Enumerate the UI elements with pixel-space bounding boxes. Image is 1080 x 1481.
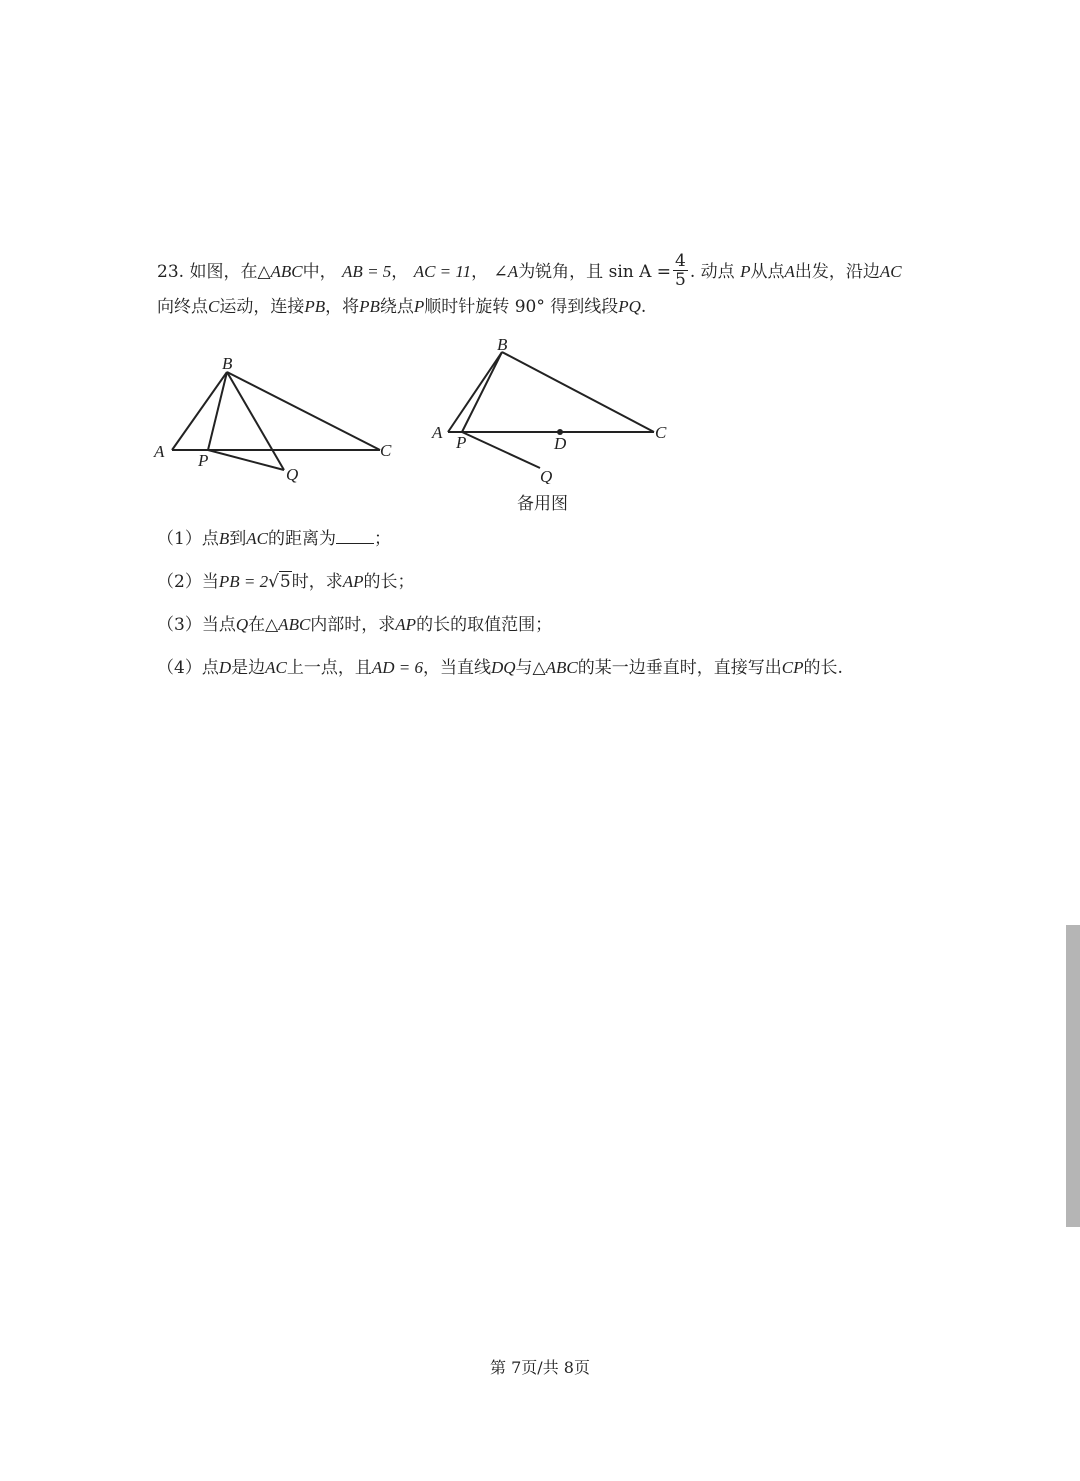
- label-P: P: [456, 433, 467, 452]
- scrollbar[interactable]: [1066, 925, 1080, 1227]
- figure-2: [428, 334, 678, 484]
- segment-BC: [502, 352, 654, 432]
- label-C: C: [655, 423, 667, 442]
- label-A: A: [432, 423, 443, 442]
- fraction-four-fifths: $\frac{4}{5}$: [675, 251, 686, 290]
- part-2: （2）当PB = 2√5时，求AP的长；: [157, 572, 415, 592]
- sin-expression: sin A =: [608, 262, 672, 282]
- segment-PQ: [462, 432, 540, 468]
- part-4: （4）点D是边AC上一点，且AD = 6，当直线DQ与△ABC的某一边垂直时，直接写出CP的长.: [157, 658, 843, 678]
- figure-2-svg: [428, 334, 678, 484]
- question-line-2: 向终点C运动，连接PB，将PB绕点P顺时针旋转 90° 得到线段PQ.: [157, 297, 647, 317]
- figure-1-svg: [150, 350, 410, 490]
- page-footer: 第 7页/共 8页: [490, 1358, 590, 1377]
- figure-2-caption: 备用图: [517, 494, 568, 514]
- segment-BP: [208, 372, 227, 450]
- label-B: B: [222, 354, 233, 373]
- segment-AB: [172, 372, 227, 450]
- segment-BP: [462, 352, 502, 432]
- label-A: A: [154, 442, 165, 461]
- label-P: P: [198, 451, 209, 470]
- question-number: 23.: [157, 262, 185, 282]
- question-line-1: 23. 如图，在△ABC中， AB = 5， AC = 11， ∠A为锐角，且 sin A = $\frac{4}{5}$ . 动点 P从点A出发，沿边AC: [157, 251, 902, 290]
- label-Q: Q: [286, 465, 299, 484]
- label-D: D: [554, 434, 567, 453]
- label-Q: Q: [540, 467, 553, 484]
- figure-1: [150, 350, 410, 490]
- label-C: C: [380, 441, 392, 460]
- part-1: （1）点B到AC的距离为 ；: [157, 529, 391, 549]
- label-B: B: [497, 335, 508, 354]
- sqrt-sign: √: [268, 572, 279, 592]
- segment-PQ: [208, 450, 284, 470]
- segment-AB: [448, 352, 502, 432]
- answer-blank[interactable]: [336, 529, 374, 544]
- part-3: （3）当点Q在△ABC内部时，求AP的长的取值范围；: [157, 615, 553, 635]
